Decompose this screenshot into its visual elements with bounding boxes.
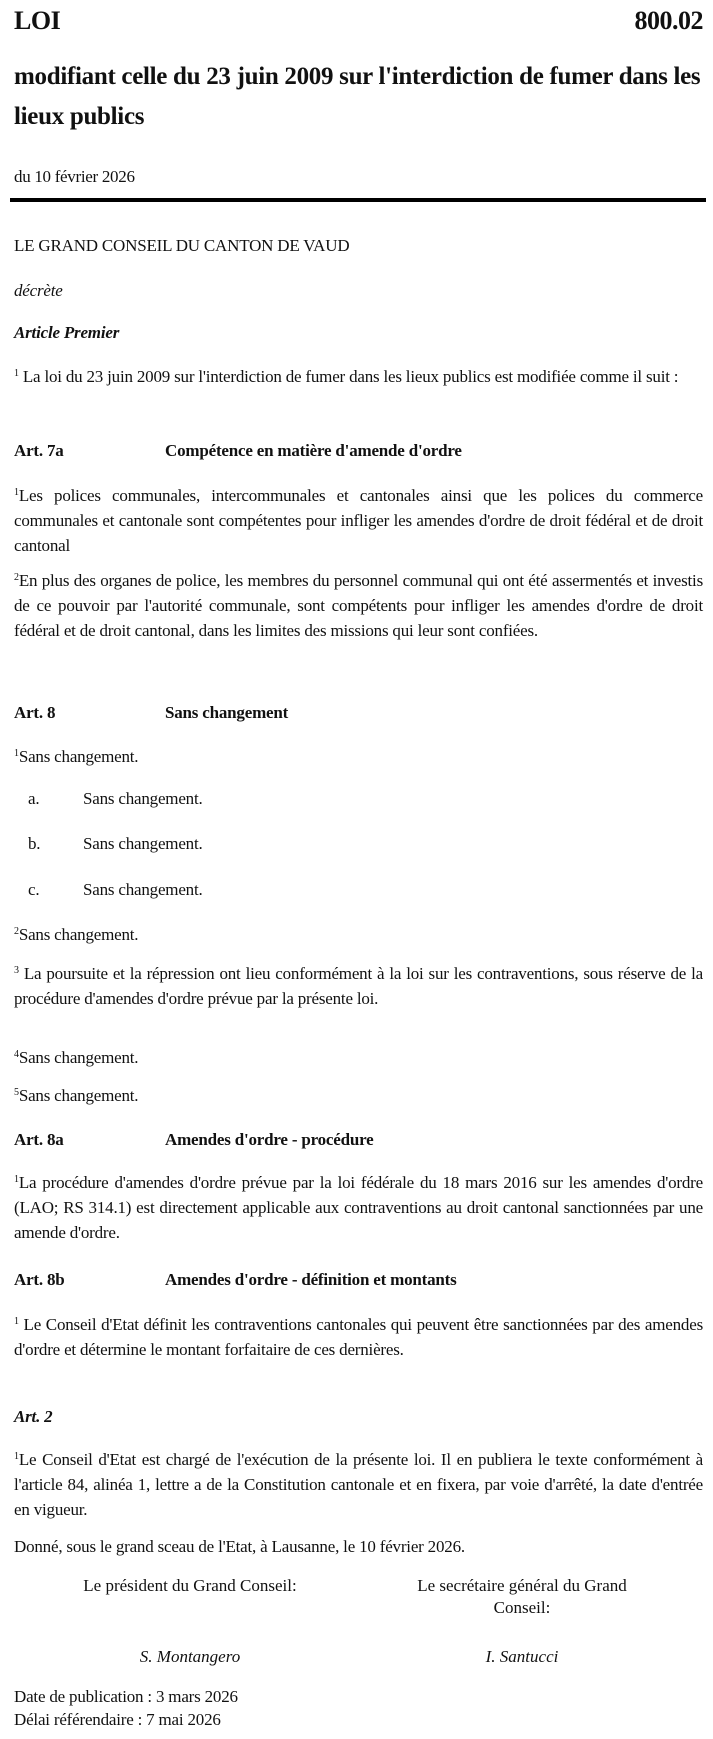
para-text: En plus des organes de police, les membres du personnel communal qui ont été assermentés et investis de ce pouvoir par l'autorité communale, sont compétents pour infliger les amendes d'ordre de droit fédéral et de droit cantonal, dans les limites des missions qui leur sont confiées. (14, 571, 703, 640)
referendum-deadline: Délai référendaire : 7 mai 2026 (14, 1710, 221, 1729)
paragraph (14, 568, 703, 643)
para-text: La poursuite et la répression ont lieu conformément à la loi sur les contraventions, sous réserve de la procédure d'amendes d'ordre prévue par la présente loi. (14, 964, 703, 1008)
secretary-name: I. Santucci (485, 1647, 559, 1666)
secretary-role: Le secrétaire général du Grand Conseil: (417, 1576, 627, 1617)
para-text: Le Conseil d'Etat définit les contraventions cantonales qui peuvent être sanctionnées par des amendes d'ordre et détermine le montant forfaitaire de ces dernières. (14, 1315, 703, 1359)
article-number: Art. 7a (14, 441, 64, 460)
list-letter: a. (28, 789, 40, 808)
decree: décrète (14, 281, 63, 300)
doc-type: LOI (14, 6, 61, 35)
para-number: 1 (14, 1316, 19, 1327)
para-number: 1 (14, 487, 19, 498)
list-text: Sans changement. (83, 880, 203, 899)
list-letter: b. (28, 834, 41, 853)
para-text: Sans changement. (18, 925, 139, 944)
president-role: Le président du Grand Conseil: (83, 1576, 297, 1595)
article-title: Compétence en matière d'amende d'ordre (165, 441, 462, 460)
article-premier-intro (14, 364, 703, 389)
paragraph (14, 1045, 138, 1070)
para-number: 1 (14, 1174, 19, 1185)
article-title: Amendes d'ordre - définition et montants (165, 1270, 457, 1289)
para-number: 5 (14, 1087, 19, 1098)
para-text: Sans changement. (18, 747, 139, 766)
article-number: Art. 8 (14, 703, 56, 722)
paragraph (14, 1083, 138, 1108)
publication-date: Date de publication : 3 mars 2026 (14, 1687, 238, 1706)
article-title: Amendes d'ordre - procédure (165, 1130, 374, 1149)
doc-number: 800.02 (634, 6, 703, 35)
para-text: La procédure d'amendes d'ordre prévue par la loi fédérale du 18 mars 2016 sur les amendes d'ordre (LAO; RS 314.1) est directement applicable aux contraventions au droit cantonal sanctionnées par une amende d'ordre. (14, 1173, 703, 1242)
paragraph (14, 922, 138, 947)
list-letter: c. (28, 880, 40, 899)
paragraph (14, 1170, 703, 1245)
article-2-heading: Art. 2 (14, 1407, 53, 1426)
para-number: 2 (14, 572, 19, 583)
header-rule (10, 198, 706, 202)
article-number: Art. 8b (14, 1270, 65, 1289)
para-number: 1 (14, 1451, 19, 1462)
list-text: Sans changement. (83, 834, 203, 853)
article-premier-heading: Article Premier (14, 323, 120, 342)
paragraph (14, 1447, 703, 1522)
paragraph (14, 744, 138, 769)
para-text: Le Conseil d'Etat est chargé de l'exécution de la présente loi. Il en publiera le texte conformément à l'article 84, alinéa 1, lettre a de la Constitution cantonale et en fixera, par voie d'arrêté, la date d'entrée en vigueur. (14, 1450, 703, 1519)
list-text: Sans changement. (83, 789, 203, 808)
paragraph (14, 483, 703, 558)
president-name: S. Montangero (139, 1647, 241, 1666)
para-text: Sans changement. (18, 1086, 139, 1105)
paragraph (14, 1312, 703, 1362)
para-number: 2 (14, 926, 19, 937)
para-number: 1 (14, 748, 19, 759)
authority: LE GRAND CONSEIL DU CANTON DE VAUD (14, 236, 350, 255)
para-text: Les polices communales, intercommunales et cantonales ainsi que les polices du commerce communales et cantonale sont compétentes pour infliger les amendes d'ordre de droit fédéral et de droit cantonal (14, 486, 703, 555)
law-date: du 10 février 2026 (14, 167, 135, 186)
para-text: Sans changement. (18, 1048, 139, 1067)
article-title: Sans changement (165, 703, 289, 722)
law-title: modifiant celle du 23 juin 2009 sur l'interdiction de fumer dans les lieux publics (14, 63, 701, 130)
article-number: Art. 8a (14, 1130, 64, 1149)
para-number: 1 (14, 368, 19, 379)
para-number: 3 (14, 965, 19, 976)
given-statement: Donné, sous le grand sceau de l'Etat, à Lausanne, le 10 février 2026. (14, 1537, 465, 1556)
para-text: La loi du 23 juin 2009 sur l'interdiction de fumer dans les lieux publics est modifiée comme il suit : (22, 367, 679, 386)
para-number: 4 (14, 1049, 19, 1060)
paragraph (14, 961, 703, 1011)
